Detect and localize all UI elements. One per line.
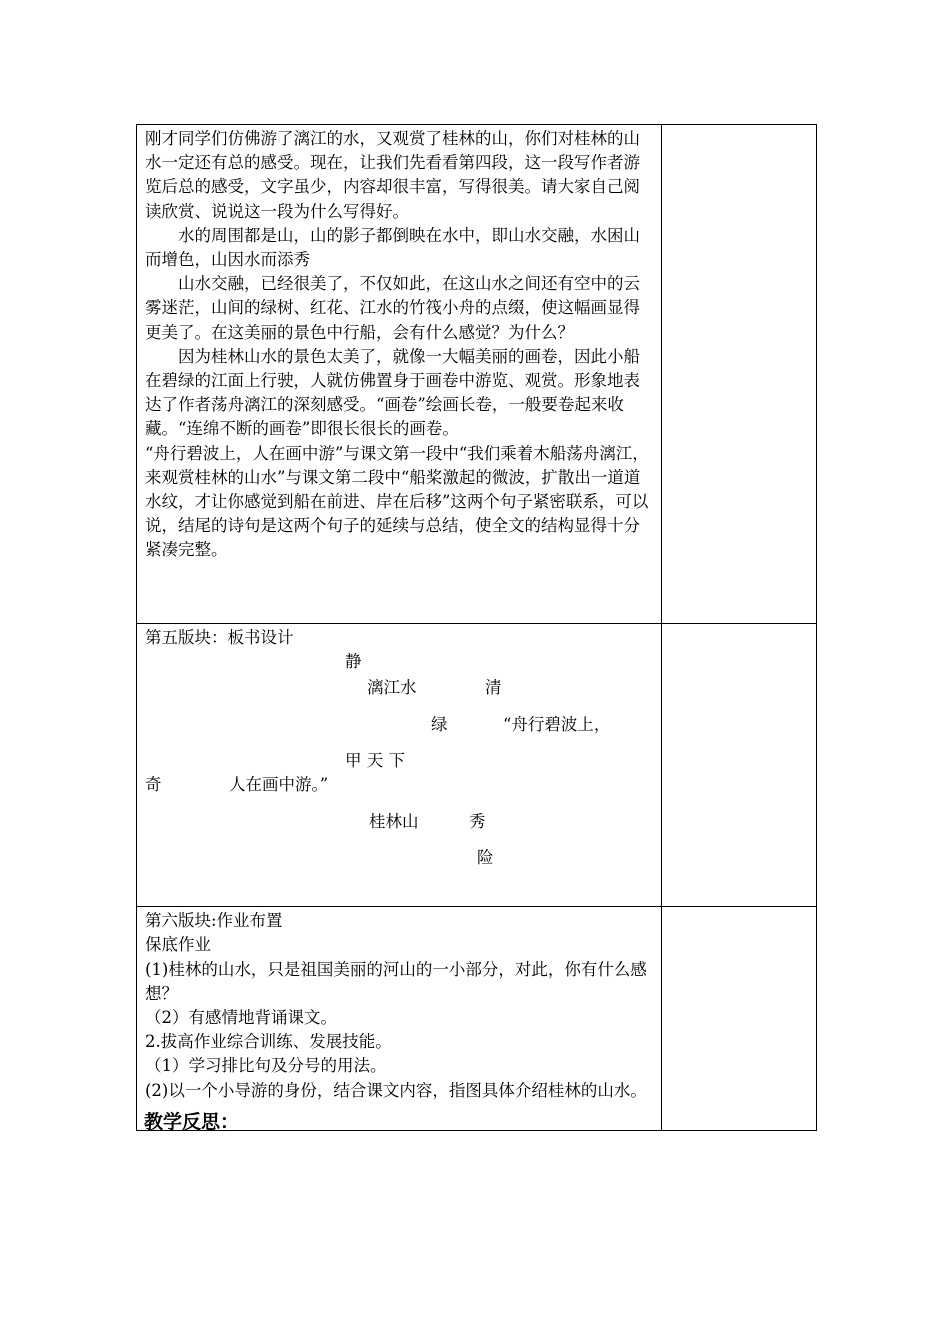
board-word: 秀 <box>469 812 486 832</box>
content-cell <box>137 624 662 907</box>
notes-cell <box>662 125 817 624</box>
section-heading: 第五版块：板书设计 <box>145 628 294 647</box>
paragraph: 水的周围都是山，山的影子都倒映在水中，即山水交融，水困山而增色，山因水而添秀 <box>145 225 640 270</box>
board-word: 奇 <box>145 775 162 795</box>
homework-line: （1）学习排比句及分号的用法。 <box>145 1056 387 1076</box>
table-row <box>137 907 817 1131</box>
homework-line: 保底作业 <box>145 935 211 955</box>
board-word: 险 <box>477 848 494 868</box>
notes-cell <box>662 907 817 1131</box>
lesson-plan-table <box>136 124 817 1131</box>
board-word: 桂林山 <box>369 812 419 832</box>
homework-line: (2)以一个小导游的身份，结合课文内容，指图具体介绍桂林的山水。 <box>145 1080 647 1100</box>
table-row <box>137 125 817 624</box>
homework-line: (1)桂林的山水，只是祖国美丽的河山的一小部分，对此，你有什么感想？ <box>145 959 647 1003</box>
board-word: 静 <box>345 652 362 672</box>
board-word: 甲 天 下 <box>345 751 405 771</box>
paragraph: “舟行碧波上，人在画中游”与课文第一段中“我们乘着木船荡舟漓江，来观赏桂林的山水”与课文第二段中“船桨激起的微波，扩散出一道道水纹，才让你感觉到船在前进、岸在后移”这两个句子紧密联系，可以说，结尾的诗句是这两个句子的延续与总结，使全文的结构显得十分紧凑完整。 <box>145 443 649 560</box>
section-heading: 第六版块:作业布置 <box>145 911 283 931</box>
board-word: 漓江水 <box>367 678 417 698</box>
paragraph: 刚才同学们仿佛游了漓江的水，又观赏了桂林的山，你们对桂林的山水一定还有总的感受。现在，让我们先看看第四段，这一段写作者游览后总的感受，文字虽少，内容却很丰富，写得很美。请大家自己阅读欣赏、说说这一段为什么写得好。 <box>145 129 640 221</box>
notes-cell <box>662 624 817 907</box>
reflection-heading: 教学反思： <box>144 1111 240 1133</box>
homework-line: （2）有感情地背诵课文。 <box>145 1008 337 1028</box>
paragraph: 山水交融，已经很美了，不仅如此，在这山水之间还有空中的云雾迷茫，山间的绿树、红花、江水的竹筏小舟的点缀，使这幅画显得更美了。在这美丽的景色中行船，会有什么感觉？为什么？ <box>145 274 640 342</box>
board-word: 人在画中游。” <box>229 775 329 795</box>
board-word: 绿 <box>431 715 448 735</box>
paragraph: 因为桂林山水的景色太美了，就像一大幅美丽的画卷，因此小船在碧绿的江面上行驶，人就仿佛置身于画卷中游览、观赏。形象地表达了作者荡舟漓江的深刻感受。“画卷”绘画长卷，一般要卷起来收藏。“连绵不断的画卷”即很长很长的画卷。 <box>145 346 640 439</box>
blackboard-design <box>145 650 655 904</box>
content-cell <box>137 907 662 1131</box>
board-word: “舟行碧波上， <box>503 715 611 735</box>
homework-line: 2.拔高作业综合训练、发展技能。 <box>145 1032 392 1052</box>
board-word: 清 <box>485 678 502 698</box>
content-cell <box>137 125 662 624</box>
table-row <box>137 624 817 907</box>
